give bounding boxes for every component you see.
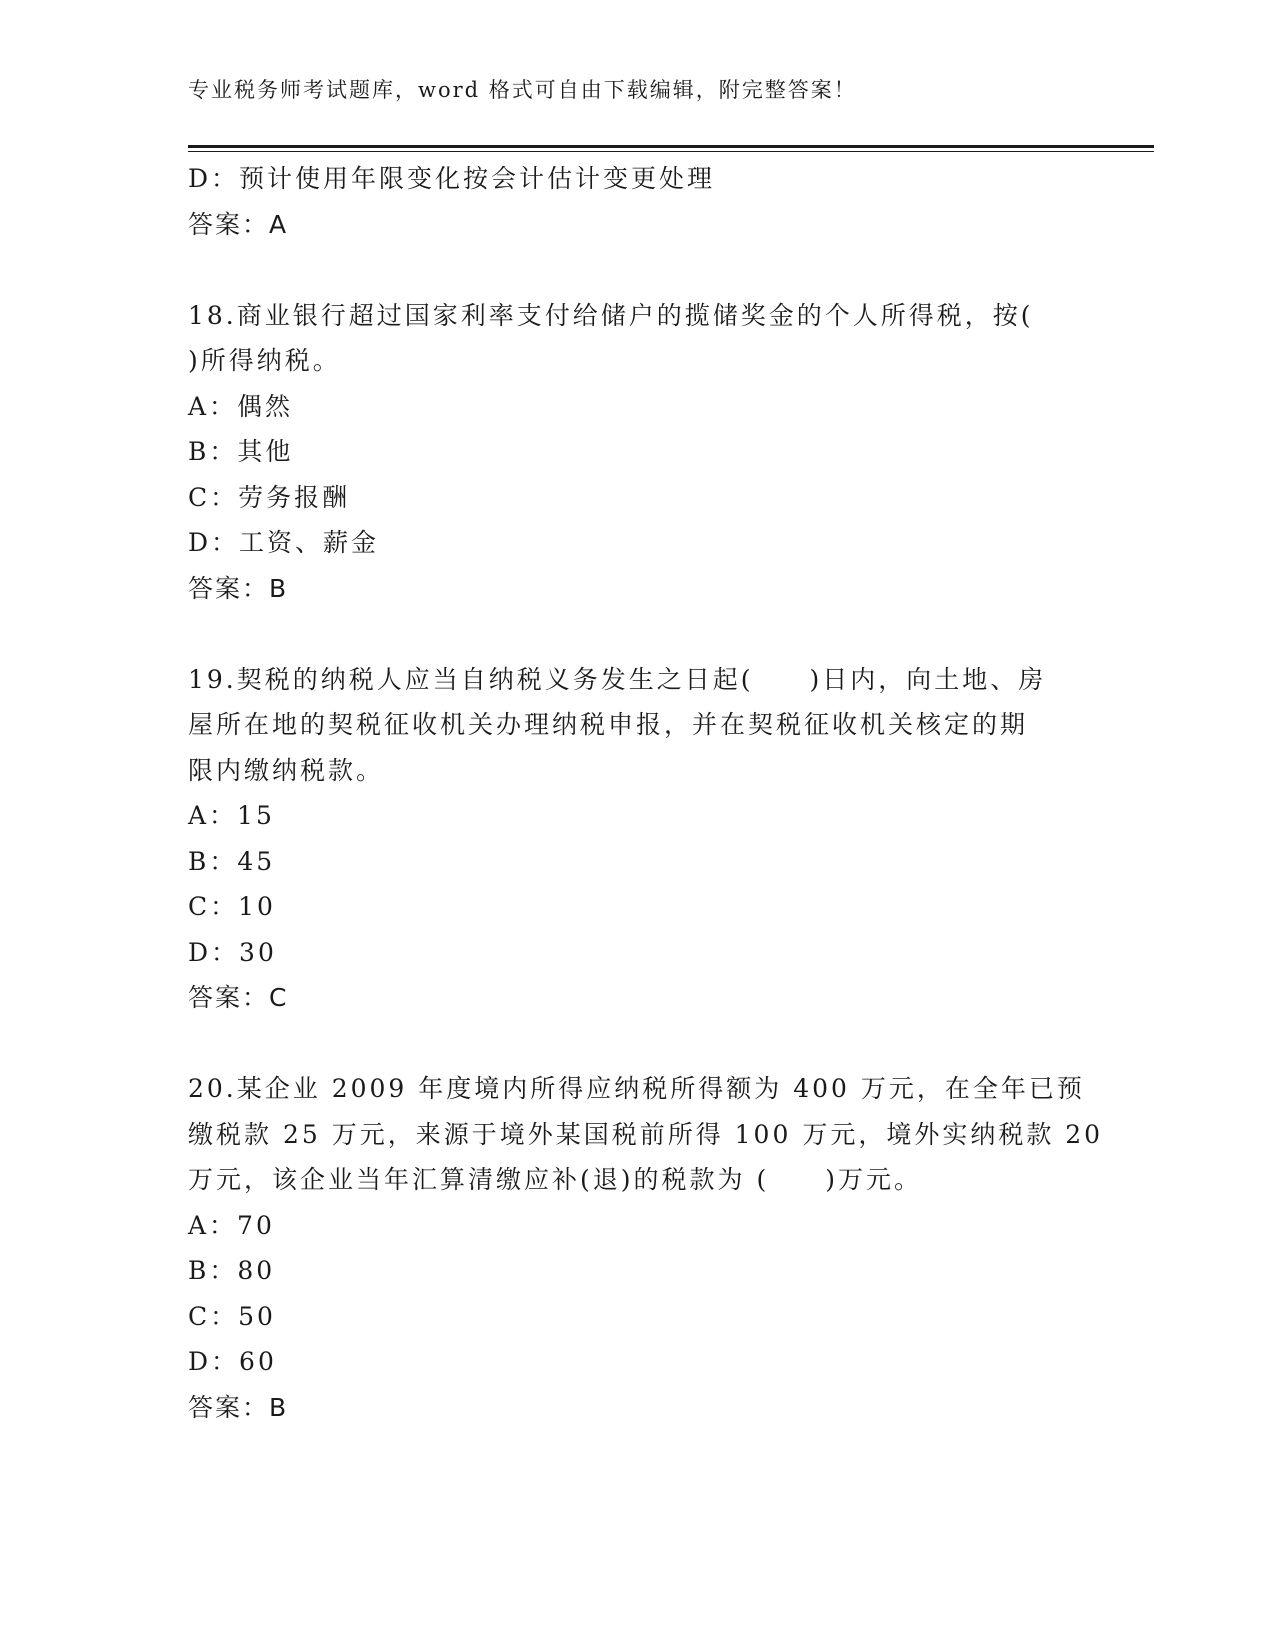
- option-c: C：50: [188, 1301, 276, 1331]
- question-stem-line: 19.契税的纳税人应当自纳税义务发生之日起( )日内，向土地、房: [188, 664, 1047, 694]
- question-20: [188, 1066, 1104, 1430]
- option-c: C：10: [188, 892, 276, 921]
- option-b: B：其他: [188, 437, 294, 466]
- question-stem-line: 屋所在地的契税征收机关办理纳税申报，并在契税征收机关核定的期: [188, 710, 1029, 739]
- option-a: A：偶然: [188, 391, 294, 421]
- option-d: D：预计使用年限变化按会计估计变更处理: [188, 164, 716, 193]
- question-stem-line: )所得纳税。: [188, 346, 341, 375]
- spacer: [188, 611, 1088, 657]
- option-a: A：70: [188, 1210, 275, 1240]
- option-d: D：工资、薪金: [188, 528, 380, 557]
- header-rule-thin: [188, 151, 1154, 152]
- question-stem-line: 20.某企业 2009 年度境内所得应纳税所得额为 400 万元，在全年已预: [188, 1074, 1085, 1103]
- spacer: [188, 247, 1088, 293]
- question-list: [188, 156, 1104, 1430]
- answer-line: 答案：A: [188, 209, 289, 239]
- spacer: [188, 1021, 1088, 1067]
- question-stem-line: 18.商业银行超过国家利率支付给储户的揽储奖金的个人所得税，按(: [188, 300, 1034, 330]
- answer-line: 答案：C: [188, 983, 289, 1012]
- page-header: 专业税务师考试题库，word 格式可自由下载编辑，附完整答案！: [188, 78, 857, 102]
- answer-line: 答案：B: [188, 1392, 289, 1422]
- header-rule-thick: [188, 145, 1154, 148]
- option-b: B：45: [188, 846, 276, 876]
- question-stem-line: 限内缴纳税款。: [188, 755, 385, 785]
- question-19: [188, 657, 1088, 1021]
- option-a: A：15: [188, 801, 275, 830]
- question-18: [188, 293, 1088, 612]
- option-c: C：劳务报酬: [188, 482, 351, 512]
- option-b: B：80: [188, 1256, 276, 1285]
- question-stem-line: 万元，该企业当年汇算清缴应补(退)的税款为 ( )万元。: [188, 1165, 922, 1194]
- option-d: D：60: [188, 1347, 277, 1376]
- question-stem-line: 缴税款 25 万元，来源于境外某国税前所得 100 万元，境外实纳税款 20: [188, 1119, 1104, 1149]
- answer-line: 答案：B: [188, 573, 289, 603]
- option-d: D：30: [188, 937, 277, 967]
